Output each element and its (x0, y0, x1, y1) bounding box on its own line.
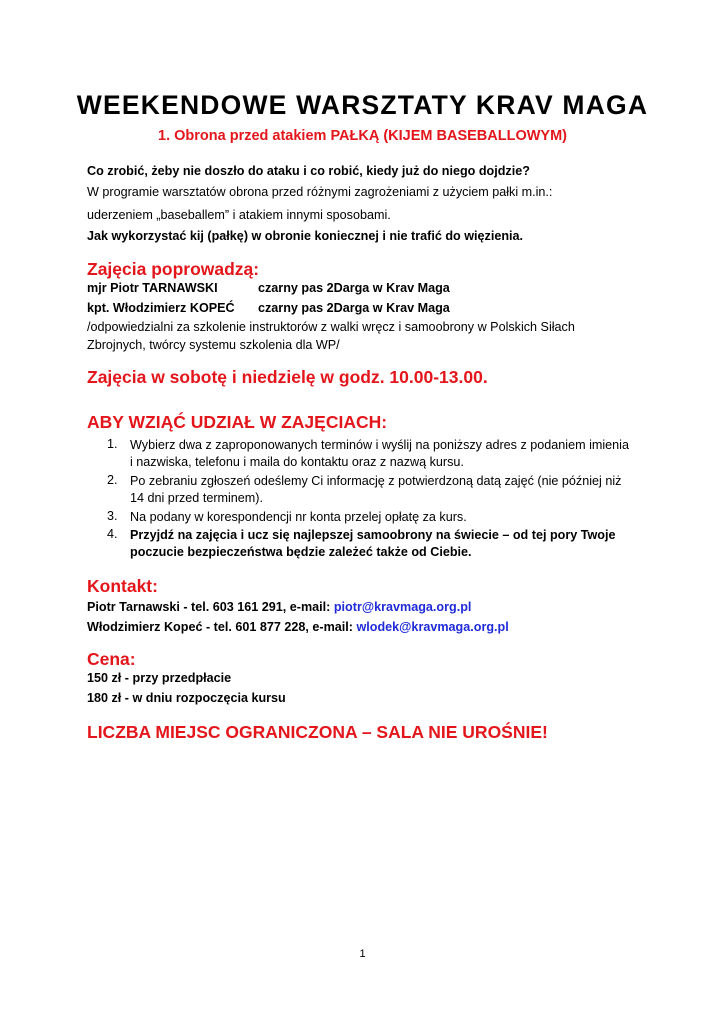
instructor-1-rank: czarny pas 2Darga w Krav Maga (258, 281, 450, 295)
instructors-heading: Zajęcia poprowadzą: (87, 259, 260, 279)
step-4-text: Przyjdź na zajęcia i ucz się najlepszej samoobrony na świecie – od tej pory Twoje poczucie bezpieczeństwa będzie zależeć także od Ciebie. (130, 528, 616, 559)
page-number: 1 (359, 948, 366, 960)
instructor-2-name: kpt. Włodzimierz KOPEĆ (87, 301, 235, 315)
contact-row-1 (87, 597, 471, 617)
contact-2-email-link[interactable]: wlodek@kravmaga.org.pl (356, 620, 509, 634)
price-heading: Cena: (87, 649, 136, 669)
schedule-text: Zajęcia w sobotę i niedzielę w godz. 10.00-13.00. (87, 367, 488, 387)
contact-heading: Kontakt: (87, 576, 158, 596)
limited-seats-notice: LICZBA MIEJSC OGRANICZONA – SALA NIE UROŚNIE! (87, 722, 548, 742)
intro-line-3: Jak wykorzystać kij (pałkę) w obronie koniecznej i nie trafić do więzienia. (87, 229, 524, 243)
document-title: WEEKENDOWE WARSZTATY KRAV MAGA (76, 90, 649, 120)
contact-row-2 (87, 617, 509, 637)
instructors-note-line-1: /odpowiedzialni za szkolenie instruktorów z walki wręcz i samoobrony w Polskich Siłach (87, 320, 575, 334)
instructor-1-name: mjr Piotr TARNAWSKI (87, 281, 218, 295)
intro-line-1: W programie warsztatów obrona przed różnymi zagrożeniami z użyciem pałki m.in.: (87, 185, 553, 199)
step-3-text: Na podany w korespondencji nr konta przelej opłatę za kurs. (130, 510, 467, 524)
step-1-text: Wybierz dwa z zaproponowanych terminów i wyślij na poniższy adres z podaniem imienia i nazwiska, telefonu i maila do kontaktu oraz z nazwą kursu. (130, 438, 629, 469)
step-3-number: 3. (107, 509, 118, 523)
price-line-2: 180 zł - w dniu rozpoczęcia kursu (87, 691, 286, 705)
step-2-text: Po zebraniu zgłoszeń odeślemy Ci informację z potwierdzoną datą zajęć (nie później niż 14 dni przed terminem). (130, 474, 622, 505)
contact-2-label: Włodzimierz Kopeć - tel. 601 877 228, e-mail: (87, 620, 357, 634)
step-2-number: 2. (107, 473, 118, 487)
price-line-1: 150 zł - przy przedpłacie (87, 671, 232, 685)
intro-question: Co zrobić, żeby nie doszło do ataku i co robić, kiedy już do niego dojdzie? (87, 164, 530, 178)
intro-line-2: uderzeniem „baseballem” i atakiem innymi sposobami. (87, 208, 391, 222)
participation-heading: ABY WZIĄĆ UDZIAŁ W ZAJĘCIACH: (87, 412, 388, 432)
instructors-note-line-2: Zbrojnych, twórcy systemu szkolenia dla WP/ (87, 338, 340, 352)
step-4-number: 4. (107, 527, 118, 541)
contact-1-email-link[interactable]: piotr@kravmaga.org.pl (333, 600, 472, 614)
instructor-2-rank: czarny pas 2Darga w Krav Maga (258, 301, 450, 315)
contact-1-label: Piotr Tarnawski - tel. 603 161 291, e-mail: (87, 600, 334, 614)
step-1-number: 1. (107, 437, 118, 451)
document-subtitle: 1. Obrona przed atakiem PAŁKĄ (KIJEM BASEBALLOWYM) (158, 128, 567, 144)
